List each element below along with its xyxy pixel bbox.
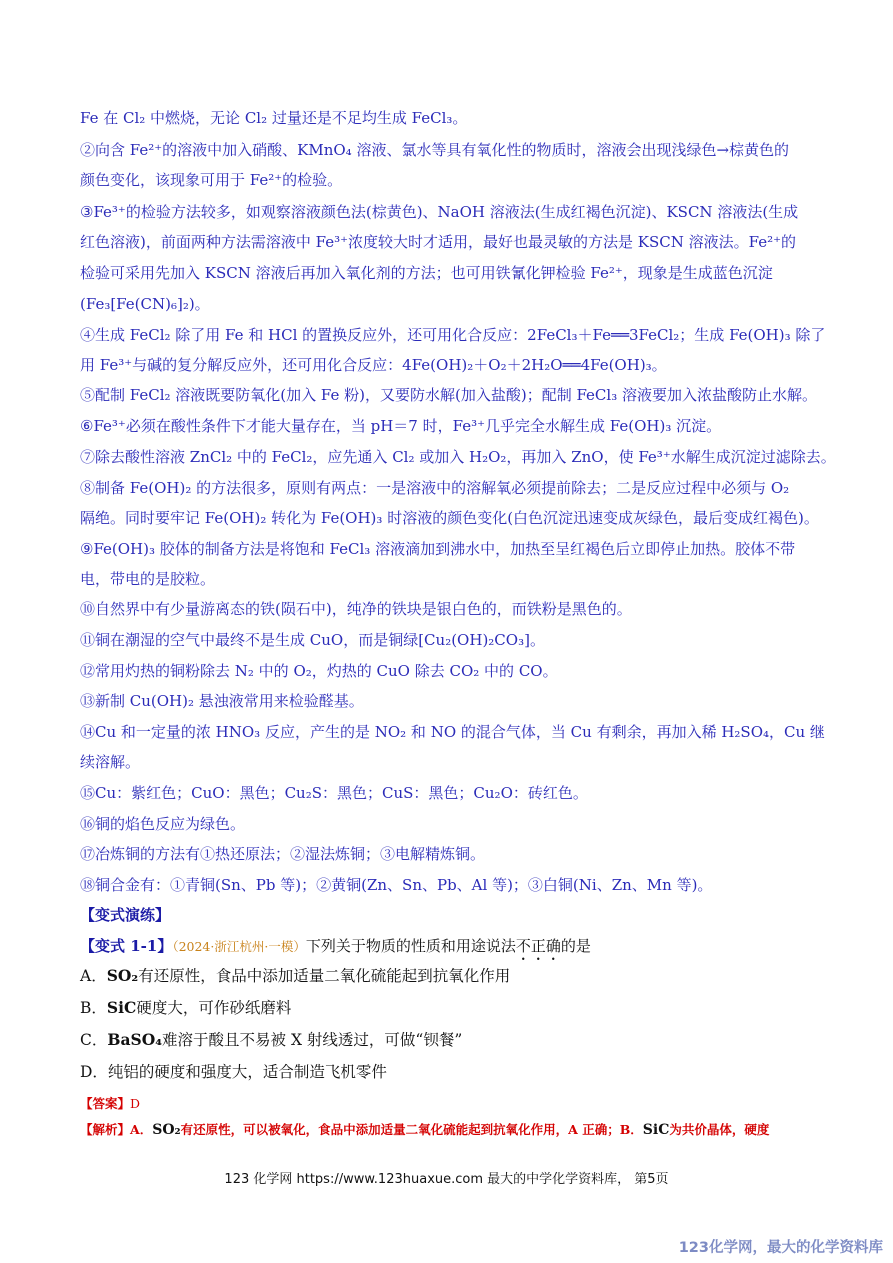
text-line: ⑱铜合金有：①青铜(Sn、Pb 等)；②黄铜(Zn、Sn、Pb、Al 等)；③白铜(Ni、Zn、Mn 等)。: [80, 876, 713, 894]
page-footer: 123 化学网 https://www.123huaxue.com 最大的中学化学资料库， 第5页: [224, 1172, 669, 1187]
option-b-text: 硬度大，可作砂纸磨料: [136, 999, 292, 1017]
option-a-letter: A．: [80, 967, 107, 985]
text-line: ⑬新制 Cu(OH)₂ 悬浊液常用来检验醛基。: [80, 692, 364, 710]
text-line: ⑤配制 FeCl₂ 溶液既要防氧化(加入 Fe 粉)，又要防水解(加入盐酸)；配制 FeCl₃ 溶液要加入浓盐酸防止水解。: [80, 386, 817, 404]
text-line: ⑪铜在潮湿的空气中最终不是生成 CuO，而是铜绿[Cu₂(OH)₂CO₃]。: [80, 631, 545, 649]
text-line: Fe 在 Cl₂ 中燃烧，无论 Cl₂ 过量还是不足均生成 FeCl₃。: [80, 109, 468, 127]
analysis-a: A．: [130, 1122, 153, 1137]
question-stem-b: 的是: [560, 937, 591, 955]
text-line: ⑰冶炼铜的方法有①热还原法；②湿法炼铜；③电解精炼铜。: [80, 845, 486, 863]
text-line: ⑮Cu：紫红色；CuO：黑色；Cu₂S：黑色；CuS：黑色；Cu₂O：砖红色。: [80, 784, 588, 802]
text-line: ⑩自然界中有少量游离态的铁(陨石中)，纯净的铁块是银白色的，而铁粉是黑色的。: [80, 600, 632, 618]
text-line: ②向含 Fe²⁺的溶液中加入硝酸、KMnO₄ 溶液、氯水等具有氧化性的物质时，溶液会出现浅绿色→棕黄色的: [80, 141, 790, 159]
text-line: 电，带电的是胶粒。: [80, 570, 216, 588]
analysis-text-2: 为共价晶体，硬度: [669, 1122, 770, 1137]
text-line: 颜色变化，该现象可用于 Fe²⁺的检验。: [80, 171, 343, 189]
text-line: 检验可采用先加入 KSCN 溶液后再加入氧化剂的方法；也可用铁氰化钾检验 Fe²⁺，现象是生成蓝色沉淀: [80, 264, 773, 282]
option-c: [80, 1030, 820, 1050]
analysis-label: 【解析】: [80, 1122, 131, 1137]
text-line: ⑨Fe(OH)₃ 胶体的制备方法是将饱和 FeCl₃ 溶液滴加到沸水中，加热至呈红褐色后立即停止加热。胶体不带: [80, 540, 796, 558]
answer-label: 【答案】: [80, 1096, 131, 1111]
analysis-text-1: 有还原性，可以被氧化，食品中添加适量二氧化硫能起到抗氧化作用，A 正确；B．: [180, 1122, 643, 1137]
answer-line: [80, 1094, 820, 1114]
section-header-text: 【变式演练】: [80, 906, 171, 924]
question-stem-emphasis: 不正确: [515, 937, 561, 955]
text-line: ⑭Cu 和一定量的浓 HNO₃ 反应，产生的是 NO₂ 和 NO 的混合气体，当 Cu 有剩余，再加入稀 H₂SO₄，Cu 继: [80, 723, 825, 741]
text-line: ⑫常用灼热的铜粉除去 N₂ 中的 O₂，灼热的 CuO 除去 CO₂ 中的 CO。: [80, 662, 558, 680]
question-stem: [80, 936, 820, 964]
text-line: 红色溶液)，前面两种方法需溶液中 Fe³⁺浓度较大时才适用，最好也最灵敏的方法是 KSCN 溶液法。Fe²⁺的: [80, 233, 797, 251]
text-line: 续溶解。: [80, 753, 141, 771]
text-line: ⑯铜的焰色反应为绿色。: [80, 815, 246, 833]
text-line: (Fe₃[Fe(CN)₆]₂)。: [80, 295, 210, 313]
option-c-letter: C．: [80, 1031, 108, 1049]
analysis-line: [80, 1120, 820, 1140]
option-b: [80, 998, 820, 1018]
option-d: D．纯铝的硬度和强度大，适合制造飞机零件: [80, 1063, 387, 1081]
analysis-chem-2: SiC: [642, 1122, 670, 1138]
option-a: [80, 966, 820, 986]
text-line: ⑧制备 Fe(OH)₂ 的方法很多，原则有两点：一是溶液中的溶解氧必须提前除去；二是反应过程中必须与 O₂: [80, 479, 790, 497]
text-line: ④生成 FeCl₂ 除了用 Fe 和 HCl 的置换反应外，还可用化合反应：2FeCl₃＋Fe══3FeCl₂；生成 Fe(OH)₃ 除了: [80, 326, 826, 344]
option-a-text: 有还原性，食品中添加适量二氧化硫能起到抗氧化作用: [138, 967, 511, 985]
text-line: ⑦除去酸性溶液 ZnCl₂ 中的 FeCl₂，应先通入 Cl₂ 或加入 H₂O₂，再加入 ZnO，使 Fe³⁺水解生成沉淀过滤除去。: [80, 448, 836, 466]
question-label: 【变式 1-1】: [80, 937, 173, 955]
text-line: 隔绝。同时要牢记 Fe(OH)₂ 转化为 Fe(OH)₃ 时溶液的颜色变化(白色沉淀迅速变成灰绿色，最后变成红褐色)。: [80, 509, 819, 527]
option-c-text: 难溶于酸且不易被 X 射线透过，可做“钡餐”: [162, 1031, 463, 1049]
analysis-chem-1: SO₂: [152, 1122, 181, 1138]
text-line: ⑥Fe³⁺必须在酸性条件下才能大量存在，当 pH＝7 时，Fe³⁺几乎完全水解生成 Fe(OH)₃ 沉淀。: [80, 417, 722, 435]
watermark: 123化学网，最大的化学资料库: [678, 1240, 883, 1256]
text-line: ③Fe³⁺的检验方法较多，如观察溶液颜色法(棕黄色)、NaOH 溶液法(生成红褐色沉淀)、KSCN 溶液法(生成: [80, 203, 799, 221]
text-line: 用 Fe³⁺与碱的复分解反应外，还可用化合反应：4Fe(OH)₂＋O₂＋2H₂O══4Fe(OH)₃。: [80, 356, 667, 374]
question-stem-a: 下列关于物质的性质和用途说法: [305, 937, 516, 955]
option-a-chem: SO₂: [106, 966, 139, 985]
section-header: [80, 905, 820, 925]
question-source: （2024·浙江杭州·一模）: [172, 939, 306, 954]
option-b-letter: B．: [80, 999, 107, 1017]
option-c-chem: BaSO₄: [107, 1030, 163, 1049]
answer-value: D: [130, 1096, 141, 1111]
option-b-chem: SiC: [106, 998, 137, 1017]
